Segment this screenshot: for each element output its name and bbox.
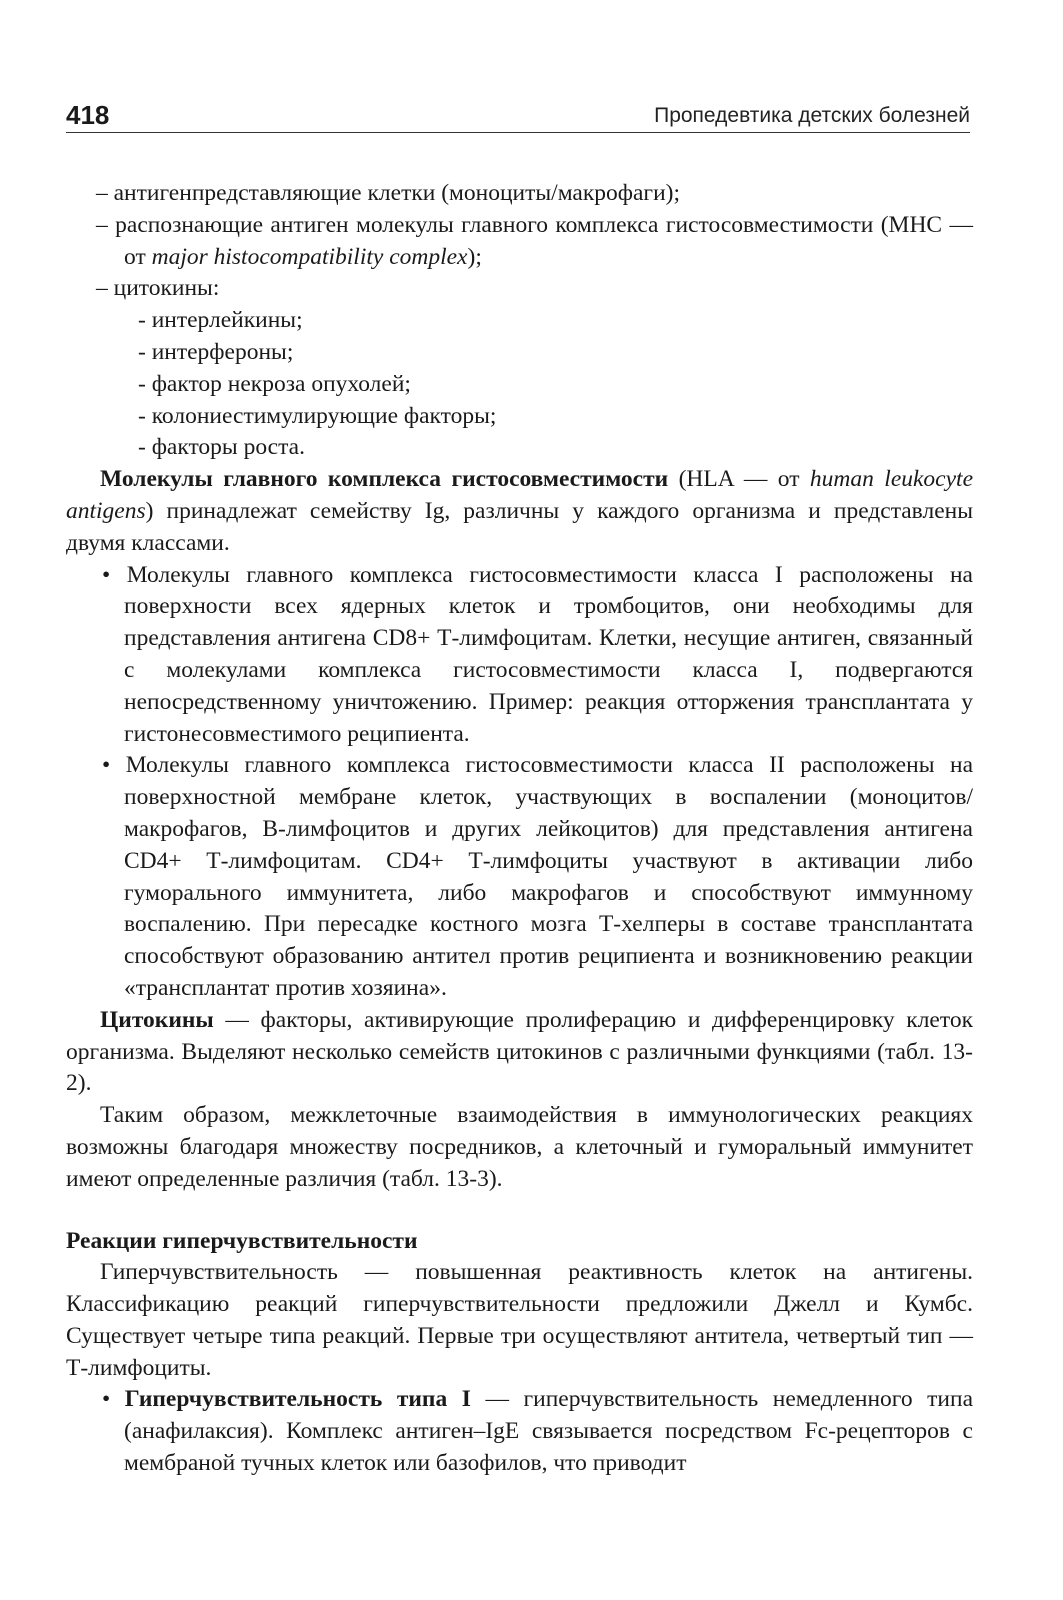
section-spacer <box>66 1196 973 1226</box>
page-number: 418 <box>66 100 110 130</box>
list-item <box>66 210 973 274</box>
bold-term: Гиперчувствительность типа I <box>124 1386 471 1413</box>
list-item-tail: ); <box>467 243 482 270</box>
list-item: – цитокины: <box>96 275 220 302</box>
hypersensitivity-paragraph: Гиперчувствительность — повышенная реактивность клеток на антигены. Классификацию реакций гиперчувствительности предложили Джелл и Кумбс. Существует четыре типа реакций. Первые три осуществляют антитела, четвертый тип — Т-лимфоциты. <box>66 1259 973 1381</box>
bullet-mark: • <box>102 1386 125 1413</box>
bullet-item <box>66 1384 973 1479</box>
hla-paragraph <box>66 464 973 559</box>
paragraph-text: (HLA — от <box>668 466 810 493</box>
running-title: Пропедевтика детских болезней <box>654 104 970 127</box>
header-divider <box>66 132 970 133</box>
sub-list-item: - фактор некроза опухолей; <box>138 370 411 397</box>
section-heading: Реакции гиперчувствительности <box>66 1227 418 1254</box>
paragraph-text: ) принадлежат семейству Ig, различны у каждого организма и представлены двумя классами. <box>66 497 973 556</box>
sub-list-item: - интерлейкины; <box>138 307 303 334</box>
summary-paragraph: Таким образом, межклеточные взаимодействия в иммунологических реакциях возможны благодаря множеству посредников, а клеточный и гуморальный иммунитет имеют определенные различия (табл. 13-3). <box>66 1102 973 1192</box>
list-item-text: – распознающие антиген молекулы главного комплекса гистосовместимости (МНС — от <box>96 211 973 270</box>
italic-term: human leukocyte antigens <box>66 466 973 524</box>
bullet-item: • Молекулы главного комплекса гистосовместимости класса I расположены на поверхности всех ядерных клеток и тромбоцитов, они необходимы для представления антигена CD8+ Т-лимфоцитам. Клетки, несущие антиген, связанный с молекулами комплекса гистосовместимости класса I, подвергаются непосредственному уничтожению. Пример: реакция отторжения трансплантата у гистонесовместимого реципиента. <box>102 561 973 747</box>
cytokines-paragraph <box>66 1005 973 1100</box>
sub-list-item: - интерфероны; <box>138 338 294 365</box>
page-body <box>66 178 973 1480</box>
sub-list-item: - факторы роста. <box>138 434 305 461</box>
paragraph-text: — факторы, активирующие пролиферацию и дифференцировку клеток организма. Выделяют несколько семейств цитокинов с различными функциями (табл. 13-2). <box>66 1006 973 1097</box>
page-header <box>66 96 970 132</box>
italic-term: major histocompatibility complex <box>151 243 468 270</box>
bullet-item: • Молекулы главного комплекса гистосовместимости класса II расположены на поверхностной мембране клеток, участвующих в воспалении (моноцитов/макрофагов, В-лимфоцитов и других лейкоцитов) для представления антигена CD4+ Т-лимфоцитам. CD4+ Т-лимфоциты участвуют в активации либо гуморального иммунитета, либо макрофагов и способствуют иммунному воспалению. При пересадке костного мозга Т-хелперы в составе трансплантата способствуют образованию антител против реципиента и возникновению реакции «трансплантат против хозяина». <box>102 752 973 1001</box>
bullet-text: — гиперчувствительность немедленного типа (анафилаксия). Комплекс антиген–IgE связывается посредством Fc-рецепторов с мембраной тучных клеток или базофилов, что приводит <box>124 1386 973 1477</box>
list-item: – антигенпредставляющие клетки (моноциты/макрофаги); <box>96 180 681 206</box>
sub-list-item: - колониестимулирующие факторы; <box>138 402 497 429</box>
bold-term: Молекулы главного комплекса гистосовместимости <box>100 466 669 493</box>
bold-term: Цитокины <box>100 1006 214 1033</box>
